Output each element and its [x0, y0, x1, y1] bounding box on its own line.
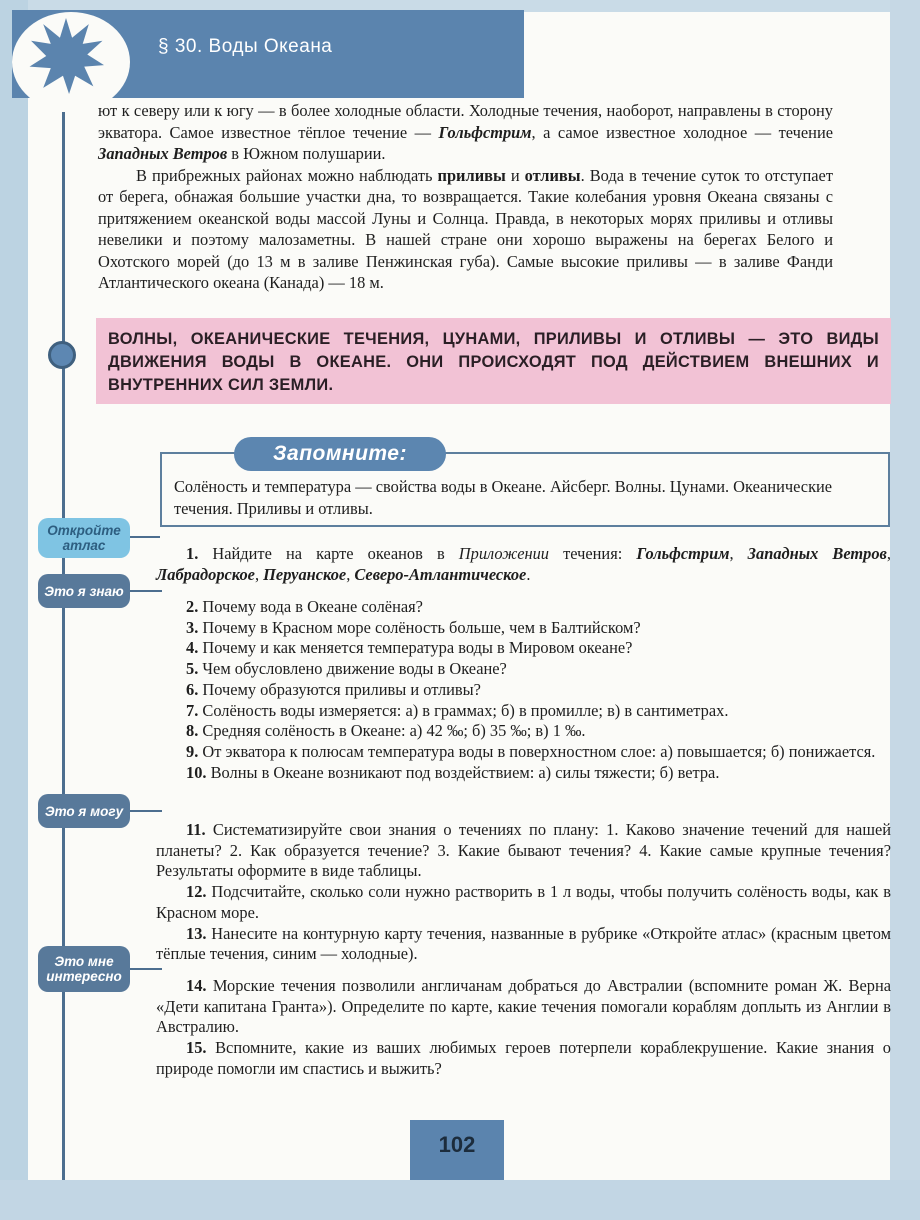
- intro-text-b: , а самое известное холодное — течение: [531, 122, 833, 142]
- question-text: Найдите на карте океанов в: [198, 544, 459, 563]
- star-icon: [28, 18, 104, 94]
- current-peru: Перуанское: [263, 564, 347, 584]
- separator: ,: [729, 544, 748, 563]
- separator: ,: [346, 564, 355, 584]
- intro-text: [98, 100, 833, 294]
- question-number: 1.: [186, 544, 199, 563]
- current-westerly: Западных Ветров: [747, 544, 887, 563]
- question-5: [156, 659, 891, 680]
- question-text: Чем обусловлено движение воды в Океане?: [198, 659, 507, 679]
- question-1: [156, 544, 891, 585]
- question-text: Почему в Красном море солёность больше, чем в Балтийском?: [198, 617, 641, 637]
- question-text: Вспомните, какие из ваших любимых героев потерпели кораблекрушение. Какие знания о природе помогли им спастись и выжить?: [156, 1038, 891, 1078]
- remember-text: Солёность и температура — свойства воды в Океане. Айсберг. Волны. Цунами. Океанические течения. Приливы и отливы.: [174, 477, 833, 518]
- question-text: Почему образуются приливы и отливы?: [198, 679, 481, 699]
- separator: .: [526, 564, 531, 584]
- westerly-term: Западных Ветров: [98, 144, 228, 163]
- question-number: 8.: [186, 721, 199, 741]
- question-2: [156, 597, 891, 618]
- question-3: [156, 618, 891, 639]
- question-number: 2.: [186, 597, 199, 616]
- question-number: 10.: [186, 762, 207, 782]
- question-number: 7.: [186, 700, 199, 720]
- question-13: [156, 924, 891, 965]
- current-north-atlantic: Северо-Атлантическое: [354, 564, 527, 584]
- question-number: 15.: [186, 1038, 207, 1058]
- question-number: 4.: [186, 638, 199, 658]
- page-number: 102: [438, 1132, 476, 1157]
- question-text: Волны в Океане возникают под воздействием: а) силы тяжести; б) ветра.: [206, 762, 720, 782]
- question-7: [156, 701, 891, 722]
- tag-line-can: [130, 810, 162, 812]
- question-text: Морские течения позволили англичанам добраться до Австралии (вспомните роман Ж. Верна «Дети капитана Гранта»). Определите по карте, какие течения помогали кораблям доплыть из Англии в Австралию.: [156, 976, 891, 1037]
- question-text: Солёность воды измеряется: а) в граммах; б) в промилле; в) в сантиметрах.: [198, 700, 729, 720]
- separator: ,: [886, 544, 891, 563]
- question-number: 12.: [186, 882, 207, 902]
- tag-i-know: Это я знаю: [38, 574, 130, 608]
- tag-line-atlas: [130, 536, 160, 538]
- question-number: 5.: [186, 659, 199, 679]
- question-9: [156, 742, 891, 763]
- tides-text-b: . Вода в течение суток то отступает от берега, обнажая большие участки дна, то возвращается. Такие колебания уровня Океана связаны с притяжением океанской воды массой Луны и Солнца. Правда, в некоторых морях приливы и отливы невелики и поэтому малозаметны. В нашей стране они хорошо выражены на берегах Белого и Охотского морей (до 13 м в заливе Пенжинская губа). Самые высокие приливы — в заливе Фанди Атлантического океана (Канада) — 18 м.: [98, 165, 833, 292]
- questions-atlas: [156, 544, 891, 585]
- tag-line-know: [130, 590, 162, 592]
- gulfstream-term: Гольфстрим: [438, 122, 532, 142]
- question-number: 14.: [186, 976, 207, 995]
- appendix-ref: Приложении: [458, 544, 549, 563]
- intro-text-a: ют к северу или к югу — в более холодные области. Холодные течения, наоборот, направлены в сторону экватора. Самое известное тёплое течение —: [98, 101, 833, 142]
- question-number: 9.: [186, 741, 199, 761]
- question-11: [156, 820, 891, 882]
- question-10: [156, 763, 891, 784]
- tag-line-interesting: [130, 968, 162, 970]
- questions-know: [156, 597, 891, 783]
- current-gulfstream: Гольфстрим: [636, 544, 730, 563]
- question-15: [156, 1038, 891, 1079]
- question-text: Систематизируйте свои знания о течениях по плану: 1. Каково значение течений для нашей планеты? 2. Как образуется течение? 3. Какие бывают течения? 4. Какие самые крупные течения? Результаты оформите в виде таблицы.: [156, 820, 891, 881]
- tag-i-can: Это я могу: [38, 794, 130, 828]
- question-text: течения:: [549, 544, 637, 563]
- tides-text-a: В прибрежных районах можно наблюдать: [136, 165, 438, 185]
- questions-interesting: [156, 976, 891, 1080]
- question-text: Средняя солёность в Океане: а) 42 ‰; б) 35 ‰; в) 1 ‰.: [198, 721, 586, 741]
- frame-left: [0, 0, 28, 1220]
- intro-text-c: в Южном полушарии.: [227, 144, 386, 163]
- question-text: Подсчитайте, сколько соли нужно растворить в 1 л воды, чтобы получить солёность воды, как в Красном море.: [156, 882, 891, 922]
- question-text: От экватора к полюсам температура воды в поверхностном слое: а) повышается; б) понижается.: [198, 741, 876, 761]
- question-4: [156, 638, 891, 659]
- question-6: [156, 680, 891, 701]
- frame-bottom: [0, 1180, 920, 1220]
- question-text: Почему вода в Океане солёная?: [198, 597, 423, 616]
- margin-line: [62, 112, 65, 1180]
- tides-and: и: [505, 165, 525, 185]
- current-labrador: Лабрадорское: [156, 564, 255, 584]
- question-number: 3.: [186, 617, 199, 637]
- frame-right: [890, 0, 920, 1220]
- question-number: 13.: [186, 923, 207, 943]
- remember-label: Запомните:: [234, 437, 446, 471]
- key-statement-text: ВОЛНЫ, ОКЕАНИЧЕСКИЕ ТЕЧЕНИЯ, ЦУНАМИ, ПРИЛИВЫ И ОТЛИВЫ — ЭТО ВИДЫ ДВИЖЕНИЯ ВОДЫ В ОКЕАНЕ. ОНИ ПРОИСХОДЯТ ПОД ДЕЙСТВИЕМ ВНЕШНИХ И ВНУТРЕННИХ СИЛ ЗЕМЛИ.: [108, 330, 879, 394]
- questions-can: [156, 820, 891, 965]
- question-14: [156, 976, 891, 1038]
- tag-interesting: Это мне интересно: [38, 946, 130, 992]
- tides-in-term: приливы: [437, 165, 506, 185]
- question-12: [156, 882, 891, 923]
- tag-open-atlas: Откройте атлас: [38, 518, 130, 558]
- key-statement-box: [96, 318, 891, 404]
- question-number: 11.: [186, 820, 206, 839]
- intro-paragraph-2: [98, 165, 833, 294]
- section-title: § 30. Воды Океана: [158, 36, 333, 57]
- question-number: 6.: [186, 679, 199, 699]
- question-text: Нанесите на контурную карту течения, названные в рубрике «Откройте атлас» (красным цветом тёплые течения, синим — холодные).: [156, 923, 891, 964]
- question-8: [156, 721, 891, 742]
- separator: ,: [254, 564, 264, 584]
- question-text: Почему и как меняется температура воды в Мировом океане?: [198, 638, 633, 658]
- tides-out-term: отливы: [524, 165, 581, 185]
- intro-paragraph-1: [98, 100, 833, 165]
- timeline-dot: [48, 341, 76, 369]
